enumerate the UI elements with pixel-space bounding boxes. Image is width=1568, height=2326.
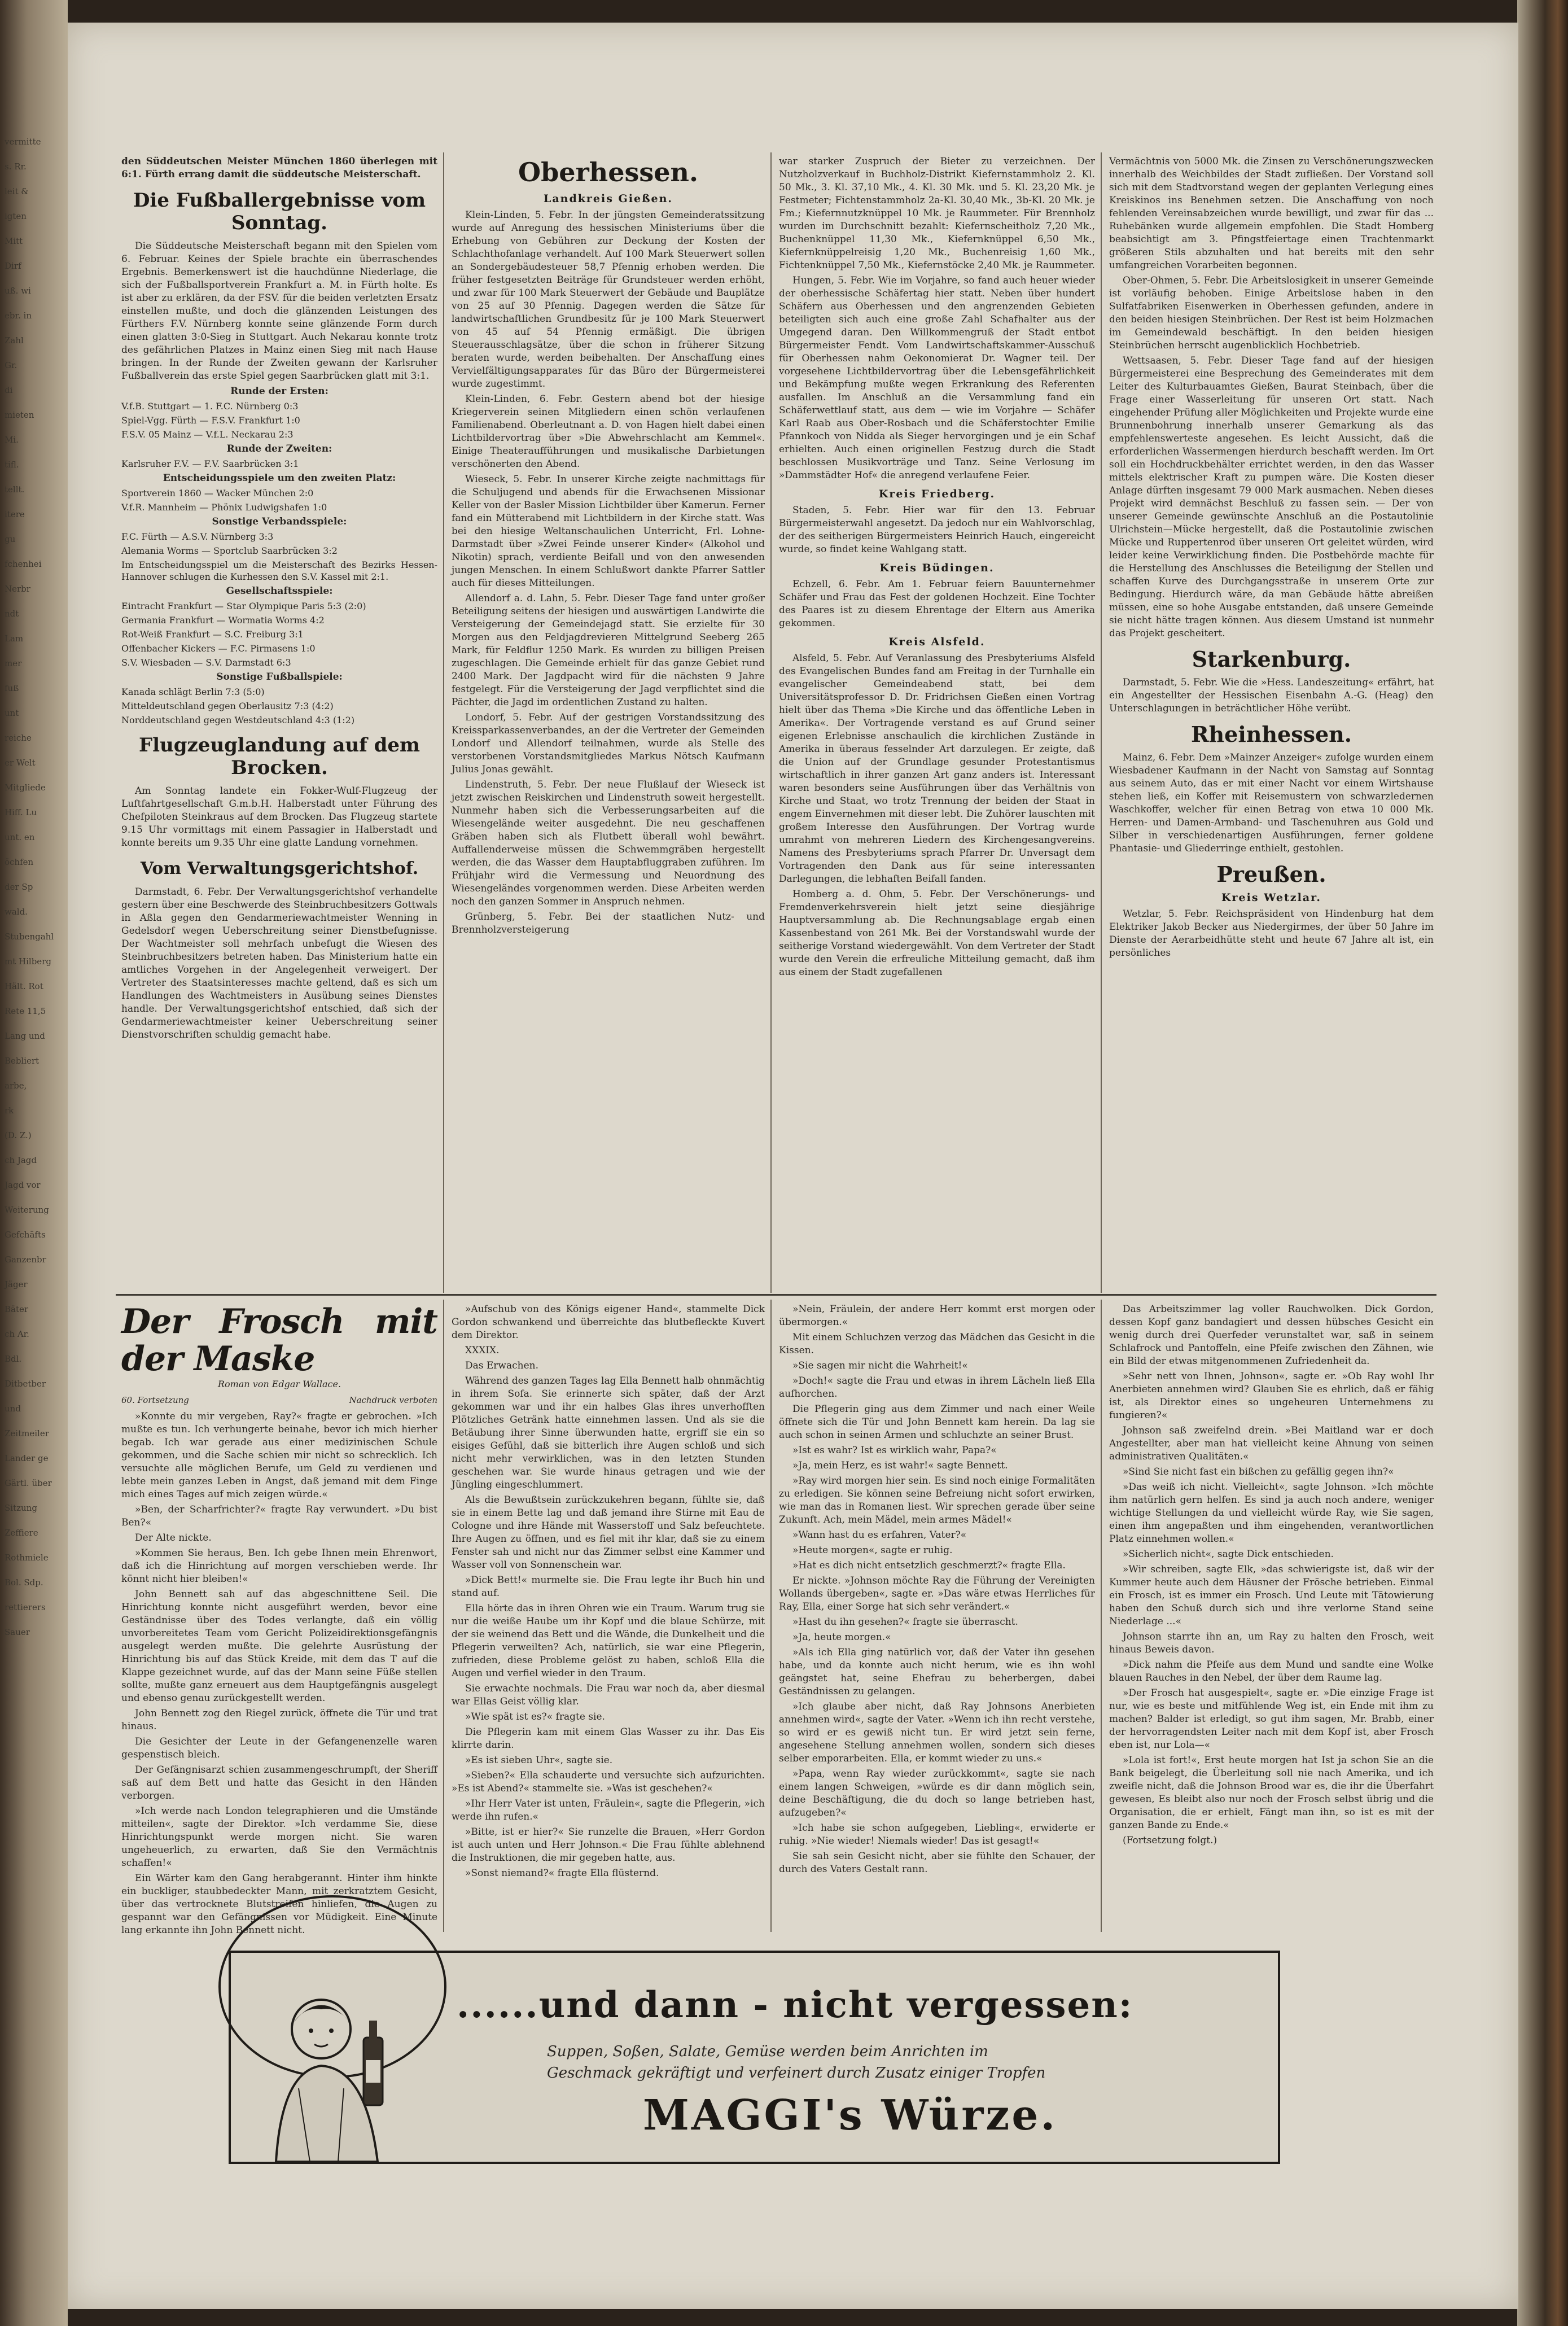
subhead-wetzlar: Kreis Wetzlar. [1221, 891, 1321, 904]
margin-fragment: Hiff. Lu [5, 807, 37, 817]
article-item: Hungen, 5. Febr. Wie im Vorjahre, so fand auch heuer wieder der oberhessische Schäfertag hier statt. Neben über hundert Schäfern aus Oberhessen und den angrenzenden Gebieten beteiligten sich auch eine große Zahl Schafhalter aus der Umgegend daran. Den Willkommengruß der Stadt entbot Bürgermeister Fendt. Vom Landwirtschaftskammer-Ausschuß für Oberhessen nahm Oekonomierat Dr. Wagner teil. Der vorgesehene Lichtbildervortrag über die Lebensgefährlichkeit und Bekämpfung mußte wegen Erkrankung des Referenten ausfallen. Im Anschluß an die Versammlung fand ein Schäferwettlauf statt, aus dem — wie im Vorjahre — Schäfer Karl Raab aus Ober-Rosbach und die Schäferstochter Emilie Pfannkoch von Nidda als Sieger hervorgingen und je ein Schaf erhielten. Auch einen originellen Festzug durch die Stadt beschlossen Musikvorträge und Tanz. Seine Verlosung im »Dammstädter Hof« die anregend verlaufene Feier. [779, 275, 1095, 481]
serial-paragraph: »Heute morgen«, sagte er ruhig. [792, 1545, 953, 1556]
subhead-buedingen: Kreis Büdingen. [879, 562, 995, 574]
margin-fragment: uß. wi [5, 286, 31, 296]
serial-paragraph: »Ist es wahr? Ist es wirklich wahr, Papa?« [792, 1445, 997, 1456]
serial-paragraph: »Sind Sie nicht fast ein bißchen zu gefällig gegen ihn?« [1123, 1466, 1394, 1477]
margin-fragment: Sitzung [5, 1503, 37, 1513]
serial-paragraph: Er nickte. »Johnson möchte Ray die Führung der Vereinigten Wollands übergeben«, sagte er. »Das wäre etwas Herrliches für Ray, Ella, einer Sorge hat sich sehr verändert.« [779, 1575, 1095, 1612]
result-line: Karlsruher F.V. — F.V. Saarbrücken 3:1 [121, 458, 299, 469]
margin-fragment: vermitte [5, 137, 41, 147]
ad-tagline: ......und dann - nicht vergessen: [457, 1984, 1133, 2026]
result-line: Im Entscheidungsspiel um die Meisterschaft des Bezirks Hessen-Hannover schlugen die Kurhessen den S.V. Kassel mit 2:1. [121, 559, 437, 582]
margin-fragment: Gr. [5, 360, 17, 370]
serial-paragraph: (Fortsetzung folgt.) [1123, 1835, 1217, 1846]
serial-paragraph: »Konnte du mir vergeben, Ray?« fragte er gebrochen. »Ich mußte es tun. Ich verhungerte beinahe, bevor ich mich hierher begab. Ich war gerade aus einer medizinischen Schule gekommen, und die Sache schien mir nicht so schrecklich. Ich versuchte alle möglichen Berufe, um Geld zu verdienen und lebte mein ganzes Leben in Angst, daß jemand mit dem Finge mich eines Tages auf mich zeigen würde.« [121, 1411, 437, 1500]
serial-text [452, 1303, 765, 1880]
subhead-giessen: Landkreis Gießen. [543, 193, 673, 205]
serial-paragraph: Das Erwachen. [465, 1360, 538, 1371]
margin-fragment: Lam [5, 633, 24, 644]
margin-fragment: mt Hilberg [5, 956, 51, 967]
serial-paragraph: »Ihr Herr Vater ist unten, Fräulein«, sagte die Pflegerin, »ich werde ihn rufen.« [452, 1798, 765, 1822]
article-item: Klein-Linden, 6. Febr. Gestern abend bot der hiesige Kriegerverein seinen Mitgliedern einen schön verlaufenen Familienabend. Oberleutnant a. D. von Hagen hielt dabei einen Lichtbildervortrag über »Die Abwehrschlacht am Kemmel«. Einige Theateraufführungen und musikalische Darbietungen verschönerten den Abend. [452, 394, 765, 470]
serial-paragraph: John Bennett zog den Riegel zurück, öffnete die Tür und trat hinaus. [121, 1708, 437, 1732]
result-line: Germania Frankfurt — Wormatia Worms 4:2 [121, 615, 325, 626]
serial-paragraph: »Wann hast du es erfahren, Vater?« [792, 1529, 967, 1541]
margin-fragment: ebr. in [5, 311, 32, 321]
serial-paragraph: »Sicherlich nicht«, sagte Dick entschieden. [1123, 1549, 1334, 1560]
serial-paragraph: Die Pflegerin kam mit einem Glas Wasser zu ihr. Das Eis klirrte darin. [452, 1726, 765, 1751]
serial-col-2 [452, 1303, 765, 1930]
margin-fragment: (D. Z.) [5, 1130, 32, 1140]
result-line: Rot-Weiß Frankfurt — S.C. Freiburg 3:1 [121, 629, 304, 640]
margin-fragment: itere [5, 509, 25, 519]
article-item: Wetzlar, 5. Febr. Reichspräsident von Hindenburg hat dem Elektriker Jakob Becker aus Niedergirmes, der über 50 Jahre im Dienste der Aerarbeidhütte steht und heute 67 Jahre alt ist, ein persönliches [1109, 908, 1434, 959]
article-item: Darmstadt, 5. Febr. Wie die »Hess. Landeszeitung« erfährt, hat ein Angestellter der Hessischen Eisenbahn A.-G. (Heag) den Unterschlagungen in beträchtlicher Höhe verübt. [1109, 677, 1434, 714]
serial-title: Der Frosch mit der Maske [121, 1302, 437, 1379]
margin-fragment: Sauer [5, 1627, 30, 1637]
margin-fragment: wald. [5, 907, 28, 917]
serial-paragraph: Während des ganzen Tages lag Ella Bennett halb ohnmächtig in ihrem Sofa. Sie erinnerte sich später, daß der Arzt gekommen war und ihr ein halbes Glas ihres unverhofften Plötzliches Getränk hatte einnehmen lassen. Und als sie die Betäubung ihrer Sinne überwunden hatte, ergriff sie ein so eisiges Gefühl, daß sie bitterlich ihre Augen schloß und sich nicht mehr verwirklichen, was in den letzten Stunden geschehen war. Sie wurde hinaus getragen und wie der Jüngling eingeschlummert. [452, 1375, 765, 1490]
headline-starkenburg: Starkenburg. [1192, 646, 1351, 672]
margin-fragment: Mi. [5, 435, 19, 445]
margin-fragment: reiche [5, 733, 32, 743]
results-list [121, 531, 437, 583]
article-item: Vermächtnis von 5000 Mk. die Zinsen zu Verschönerungszwecken innerhalb des Weichbildes der Stadt zufließen. Der Vorstand soll sich mit dem Stadtvorstand wegen der geplanten Verlegung eines Kreiskinos ins Benehmen setzen. Die Anschaffung von noch fehlenden Vereinsabzeichen wurde bewilligt, und zwar für das ... Ruhebänken wurde allgemein empfohlen. Die Stadt Homberg beabsichtigt am 3. Pfingstfeiertage einen Trachtenmarkt größeren Stils abzuhalten und hat bereits mit den sehr umfangreichen Vorarbeiten begonnen. [1109, 156, 1434, 271]
headline-oberhessen: Oberhessen. [518, 157, 698, 187]
margin-fragment: leit & [5, 186, 29, 196]
result-line: Norddeutschland gegen Westdeutschland 4:3 (1:2) [121, 715, 355, 725]
serial-paragraph: »Kommen Sie heraus, Ben. Ich gebe Ihnen mein Ehrenwort, daß ich die Hinrichtung auf morgen verschieben werde. Ihr könnt nicht hier bleiben!« [121, 1547, 437, 1585]
column-rule [1101, 1300, 1102, 1932]
result-line: S.V. Wiesbaden — S.V. Darmstadt 6:3 [121, 657, 291, 668]
margin-fragment: tellt. [5, 484, 25, 495]
margin-fragment: Zeffiere [5, 1528, 38, 1538]
margin-fragment: ndt [5, 609, 19, 619]
margin-fragment: Bol. Sdp. [5, 1577, 43, 1588]
serial-paragraph: »Es ist sieben Uhr«, sagte sie. [465, 1755, 613, 1766]
newspaper-page [68, 23, 1518, 2309]
serial-author: Roman von Edgar Wallace. [217, 1379, 341, 1389]
serial-paragraph: Johnson saß zweifelnd drein. »Bei Maitland war er doch Angestellter, aber man hat vielleicht keine Ahnung von seinen administrativen Qualitäten.« [1109, 1425, 1434, 1462]
results-list [121, 600, 437, 668]
result-line: Sportverein 1860 — Wacker München 2:0 [121, 488, 314, 499]
headline-brocken: Flugzeuglandung auf dem Brocken. [138, 734, 421, 779]
article-brocken: Am Sonntag landete ein Fokker-Wulf-Flugzeug der Luftfahrtgesellschaft G.m.b.H. Halberstadt unter Führung des Chefpiloten Steinkraus auf dem Brocken. Das Flugzeug startete 9.15 Uhr vormittags mit einem Passagier in Halberstadt und konnte bereits um 9.35 Uhr eine glatte Landung vornehmen. [121, 785, 437, 849]
margin-fragment: Lang und [5, 1031, 45, 1041]
article-item: Alsfeld, 5. Febr. Auf Veranlassung des Presbyteriums Alsfeld des Evangelischen Bundes fand am Freitag in der Turnhalle ein evangelischer Gemeindeabend statt, bei dem Universitätsprofessor D. Dr. Fridrichsen Gießen einen Vortrag hielt über das Thema »Die Kirche und das öffentliche Leben in Amerika«. Der Vortragende verstand es auf Grund seiner eigenen Erlebnisse anschaulich die kirchlichen Zustände in Amerika in überaus fesselnder Art darzulegen. Er zeigte, daß die Union auf der Grundlage gesunder Protestantismus wirtschaftlich in ihrer ganzen Art ganz anders ist. Interessant waren besonders seine Ausführungen über das Verhältnis von Kirche und Staat, wo trotz Trennung der beiden der Staat in engem Einvernehmen mit dieser lebt. Die Zuhörer lauschten mit großem Interesse den Ausführungen. Der Vortrag wurde umrahmt von mehreren Liedern des Kirchengesangvereins. Namens des Presbyteriums sprach Pfarrer Dr. Unversagt dem Vortragenden den Dank aus für seine interessanten Darlegungen, die lebhaften Beifall fanden. [779, 653, 1095, 885]
margin-fragment: igten [5, 211, 27, 221]
column-rule [770, 152, 772, 1293]
article-item: Staden, 5. Febr. Hier war für den 13. Februar Bürgermeisterwahl angesetzt. Da jedoch nur ein Wahlvorschlag, der des seitherigen Bürgermeisters Heinrich Hauch, eingereicht wurde, so findet keine Wahlgang statt. [779, 505, 1095, 555]
article-item: war starker Zuspruch der Bieter zu verzeichnen. Der Nutzholzverkauf in Buchholz-Distrikt Kiefernstammholz 2. Kl. 50 Mk., 3. Kl. 37,10 Mk., 4. Kl. 30 Mk. und 5. Kl. 23,20 Mk. je Festmeter; Fichtenstammholz 2a-Kl. 30,40 Mk., 3b-Kl. 20 Mk. je Fm.; Kiefernnutzknüppel 10 Mk. je Raummeter. Für Brennholz wurden im Durchschnitt bezahlt: Kiefernscheitholz 7,20 Mk., Buchenknüppel 11,30 Mk., Kiefernknüppel 6,50 Mk., Kiefernknüppelreisig 1,20 Mk., Buchenreisig 1,60 Mk., Fichtenknüppel 7,50 Mk., Kiefernstöcke 2,40 Mk. je Raummeter. [779, 156, 1095, 271]
results-list [121, 686, 437, 726]
article-item: Londorf, 5. Febr. Auf der gestrigen Vorstandssitzung des Kreissparkassenverbandes, an der die Vertreter der Gemeinden Londorf und Allendorf teilnahmen, wurde als Stelle des verstorbenen Vorstandsmitgliedes Markus Nötsch Kaufmann Julius Jonas gewählt. [452, 712, 765, 775]
serial-paragraph: »Ray wird morgen hier sein. Es sind noch einige Formalitäten zu erledigen. Sie können seine Befreiung nicht sofort erwirken, wie man das in Romanen liest. Wir sprechen gerade über seine Zukunft. Ach, mein Mädel, mein armes Mädel!« [779, 1475, 1095, 1525]
serial-text [779, 1303, 1095, 1876]
serial-paragraph: Ein Wärter kam den Gang herabgerannt. Hinter ihm hinkte ein buckliger, staubbedeckter Mann, mit zerkratztem Gesicht, über das vertrocknete Blutstreifen hinliefen, die Augen zu gespannt war den Gefängnissen vor Müdigkeit. Eine Minute lang erkannte ihn John Bennett nicht. [121, 1873, 437, 1936]
serial-paragraph: »Das weiß ich nicht. Vielleicht«, sagte Johnson. »Ich möchte ihm natürlich gern helfen. Es sind ja auch noch andere, weniger wichtige Stellungen da und vielleicht würde Ray, wie Sie sagen, einen ihm angepaßten und ihm eingehenden, verantwortlichen Platz einnehmen wollen.« [1109, 1481, 1434, 1545]
column-rule [770, 1300, 772, 1932]
margin-fragment: rk [5, 1105, 14, 1116]
serial-text [1109, 1303, 1434, 1847]
serial-paragraph: Sie erwachte nochmals. Die Frau war noch da, aber diesmal war Ellas Geist völlig klar. [452, 1683, 765, 1707]
margin-fragment: Stubengahl [5, 932, 54, 942]
serial-paragraph: John Bennett sah auf das abgeschnittene Seil. Die Hinrichtung konnte nicht ausgeführt werden, bevor eine Geständnisse über des Todes verlangte, daß ein völlig unvorbereitetes Team vom Gericht Polizeidirektionsgefängnis ausgelegt werden mußte. Die gelehrte Ausrüstung der Hinrichtung bis auf das Stück Kreide, mit dem das T auf die Klappe gezeichnet wurde, auf das der Mann seine Füße stellen sollte, mußte ganz erneuert aus dem Hauptgefängnis ausgelegt und ebenso genau zurückgestellt werden. [121, 1589, 437, 1704]
margin-fragment: ch Jagd [5, 1155, 37, 1165]
serial-paragraph: Der Alte nickte. [135, 1532, 212, 1544]
article-item: Grünberg, 5. Febr. Bei der staatlichen Nutz- und Brennholzversteigerung [452, 911, 765, 935]
serial-paragraph: »Wie spät ist es?« fragte sie. [465, 1711, 605, 1722]
serial-col-3 [779, 1303, 1095, 1930]
margin-fragment: unt [5, 708, 19, 718]
headline-preussen: Preußen. [1216, 862, 1326, 887]
serial-paragraph: »Hast du ihn gesehen?« fragte sie überrascht. [792, 1616, 1018, 1628]
serial-paragraph: »Ich glaube aber nicht, daß Ray Johnsons Anerbieten annehmen wird«, sagte der Vater. »Wenn ich ihn recht verstehe, so wird er es gewiß nicht tun. Er wird jetzt sein ferne, angesehene Stellung annehmen wollen, sondern sich dieses selber emporarbeiten. Ella, er kommt wieder zu uns.« [779, 1701, 1095, 1764]
results-list [121, 458, 437, 470]
serial-paragraph: »Nein, Fräulein, der andere Herr kommt erst morgen oder übermorgen.« [779, 1304, 1095, 1328]
margin-fragment: der Sp [5, 882, 33, 892]
column-rule [443, 1300, 444, 1932]
serial-paragraph: XXXIX. [465, 1345, 500, 1356]
margin-fragment: Ditbetber [5, 1379, 46, 1389]
serial-paragraph: »Sonst niemand?« fragte Ella flüsternd. [465, 1868, 659, 1879]
serial-paragraph: »Sehr nett von Ihnen, Johnson«, sagte er. »Ob Ray wohl Ihr Anerbieten annehmen wird? Glauben Sie es ehrlich, daß er fähig ist, als Direktor eines so ungeheuren Unternehmens zu fungieren?« [1109, 1371, 1434, 1421]
serial-paragraph: »Ja, heute morgen.« [792, 1632, 891, 1643]
serial-paragraph: »Papa, wenn Ray wieder zurückkommt«, sagte sie nach einem langen Schweigen, »würde es dir dann möglich sein, deine Beschäftigung, die du doch so lange betrieben hast, aufzugeben?« [779, 1768, 1095, 1818]
article-item: Klein-Linden, 5. Febr. In der jüngsten Gemeinderatssitzung wurde auf Anregung des hessischen Ministeriums über die Erhebung von Gebühren zur Deckung der Kosten der Schlachthofanlage verhandelt. Auf 100 Mark Steuerwert sollen an Sondergebäudesteuer 58,7 Pfennig erhoben werden. Die früher festgesetzten Beiträge für Grundsteuer werden erhöht, und zwar für 100 Mark Steuerwert der Gebäude und Bauplätze von 25 auf 30 Pfennig. Dagegen werden die Sätze für landwirtschaftlichen Grundbesitz für je 100 Mark Steuerwert von 45 auf 54 Pfennig ermäßigt. Die übrigen Steuerausschlagsätze, über die schon in früherer Sitzung beraten wurde, werden beibehalten. Der Anschaffung eines Vervielfältigungsapparates für das Büro der Bürgermeisterei wurde zugestimmt. [452, 209, 765, 390]
serial-paragraph: Die Gesichter der Leute in der Gefangenenzelle waren gespenstisch bleich. [121, 1736, 437, 1760]
margin-fragment: öchfen [5, 857, 34, 867]
result-line: Offenbacher Kickers — F.C. Pirmasens 1:0 [121, 643, 316, 654]
serial-paragraph: »Ben, der Scharfrichter?« fragte Ray verwundert. »Du bist Ben?« [121, 1504, 437, 1528]
column-regions [1109, 155, 1434, 1293]
subhead-friedberg: Kreis Friedberg. [878, 488, 996, 500]
serial-paragraph: Johnson starrte ihn an, um Ray zu halten den Frosch, weit hinaus Beweis davon. [1109, 1631, 1434, 1655]
serial-paragraph: »Ja, mein Herz, es ist wahr!« sagte Bennett. [792, 1460, 1008, 1471]
woman-with-bottle-illustration [253, 1975, 411, 2162]
section-rule [116, 1294, 1436, 1296]
ad-copy-line: Geschmack gekräftigt und verfeinert durch Zusatz einiger Tropfen [547, 2065, 1046, 2082]
serial-paragraph: »Lola ist fort!«, Erst heute morgen hat Ist ja schon Sie an die Bank beigelegt, die Überleitung soll nie nach Amerika, und ich zweifle nicht, daß die Johnson Brood war es, die ihr die Überfahrt gewesen, Es bleibt also nur noch der Frosch selbst übrig und die Organisation, die er erhielt, Fängt man ihn, so ist es mit der ganzen Bande zu Ende.« [1109, 1755, 1434, 1831]
serial-paragraph: »Dick nahm die Pfeife aus dem Mund und sandte eine Wolke blauen Rauches in den Nebel, der über dem Raume lag. [1109, 1659, 1434, 1684]
serial-meta [121, 1394, 437, 1407]
serial-paragraph: »Aufschub von des Königs eigener Hand«, stammelte Dick Gordon schwankend und überreichte das blutbefleckte Kuvert dem Direktor. [452, 1304, 765, 1341]
ad-brand: MAGGI's Würze. [643, 2091, 1058, 2140]
article-item: Allendorf a. d. Lahn, 5. Febr. Dieser Tage fand unter großer Beteiligung seitens der hiesigen und auswärtigen Landwirte die Versteigerung der Gemeindejagd statt. Sie erzielte für 30 Morgen aus den Feldjagdrevieren Mittelgrund Seeberg 265 Mark, für Feldflur 1250 Mark. Es wurden zu billigen Preisen zugeschlagen. Die Gemeinde erhielt für das ganze Gebiet rund 2400 Mark. Der Jagdpacht wird für die nächsten 9 Jahre festgelegt. Für die Versteigerung der Jagd verpflichtet sind die Pächter, die Jagd im ordentlichen Zustand zu halten. [452, 593, 765, 708]
result-line: Alemania Worms — Sportclub Saarbrücken 3:2 [121, 545, 338, 556]
margin-fragment: Rete 11,5 [5, 1006, 46, 1016]
serial-paragraph: Als die Bewußtsein zurückzukehren begann, fühlte sie, daß sie in einem Bette lag und daß jemand ihre Stirne mit Eau de Cologne und ihre Hände mit Wasserstoff und Salz befeuchtete. Ihre Augen zu öffnen, und es fiel mit ihr klar, daß sie zu einem Fenster sah und nicht nur das Zimmer selbst eine Kammer und Wasser voll von Sonnenschein war. [452, 1494, 765, 1571]
serial-paragraph: »Ich habe sie schon aufgegeben, Liebling«, erwiderte er ruhig. »Nie wieder! Niemals wieder! Das ist gesagt!« [779, 1822, 1095, 1847]
margin-fragment: arbe, [5, 1081, 27, 1091]
column-rule [443, 152, 444, 1293]
margin-fragment: Rothmiele [5, 1553, 49, 1563]
maggi-advertisement [229, 1951, 1280, 2164]
serial-paragraph: »Sieben?« Ella schauderte und versuchte sich aufzurichten. »Es ist Abend?« stammelte sie. »Was ist geschehen?« [452, 1770, 765, 1794]
column-oberhessen [452, 155, 765, 1293]
margin-fragment: Jagd vor [5, 1180, 41, 1190]
margin-fragment: Mitt [5, 236, 23, 246]
serial-paragraph: Mit einem Schluchzen verzog das Mädchen das Gesicht in die Kissen. [779, 1332, 1095, 1356]
intro-text: den Süddeutschen Meister München 1860 überlegen mit 6:1. Fürth errang damit die süddeutsche Meisterschaft. [121, 156, 437, 180]
margin-fragment: Nerbr [5, 584, 30, 594]
margin-fragment: ch Ar. [5, 1329, 29, 1339]
article-court: Darmstadt, 6. Febr. Der Verwaltungsgerichtshof verhandelte gestern über eine Beschwerde des Steinbruchbesitzers Gottwals in Aßla gegen den Gendarmeriewachtmeister Wenning in Gedelsdorf wegen Ueberschreitung seiner Dienstbefugnisse. Der Wachtmeister soll mehrfach unbefugt die Wiesen des Steinbruchbesitzers betreten haben. Das Ministerium hatte ein amtliches Vorgehen in der Angelegenheit verweigert. Der Vertreter des Staatsinteresses machte geltend, daß es sich um Handlungen des Wachtmeisters in Ausübung seines Dienstes handle. Der Verwaltungsgerichtshof entschied, daß sich der Gendarmeriewachtmeister keiner Ueberschreitung seiner Dienstvorschriften schuldig gemacht habe. [121, 886, 437, 1040]
subhead-alsfeld: Kreis Alsfeld. [888, 636, 986, 648]
serial-paragraph: »Bitte, ist er hier?« Sie runzelte die Brauen, »Herr Gordon ist auch unten und Herr Johnson.« Die Frau fühlte ablehnend die Instruktionen, die mir gegeben hatte, aus. [452, 1826, 765, 1864]
result-line: Spiel-Vgg. Fürth — F.S.V. Frankfurt 1:0 [121, 415, 300, 426]
margin-fragment: Bäter [5, 1304, 29, 1314]
serial-col-4 [1109, 1303, 1434, 1930]
margin-fragment: mieten [5, 410, 34, 420]
margin-fragment: rettierers [5, 1602, 46, 1612]
margin-fragment: er Welt [5, 758, 36, 768]
column-sports [121, 155, 437, 1293]
results-heading: Sonstige Fußballspiele: [216, 671, 343, 683]
scan-left-margin [0, 0, 68, 2326]
margin-fragment: Bdl. [5, 1354, 22, 1364]
headline-football: Die Fußballergebnisse vom Sonntag. [133, 189, 426, 234]
serial-paragraph: Ella hörte das in ihren Ohren wie ein Traum. Warum trug sie nur die weiße Haube um ihr Kopf und die blaue Schürze, mit der sie weinend das Bett und die Wände, die Dunkelheit und die Pflegerin verweilten? Ach, natürlich, sie war eine Pflegerin, zufrieden, diese Probleme gelöst zu haben, schloß Ella die Augen und verfiel wieder in den Traum. [452, 1603, 765, 1679]
headline-rheinhessen: Rheinhessen. [1190, 722, 1352, 747]
results-list [121, 400, 437, 440]
results-heading: Entscheidungsspiele um den zweiten Platz: [163, 473, 396, 484]
margin-fragment: s. Rr. [5, 161, 27, 172]
margin-fragment: Gärtl. über [5, 1478, 52, 1488]
margin-fragment: Lander ge [5, 1453, 49, 1463]
results-heading: Runde der Ersten: [230, 386, 329, 397]
margin-fragment: Ganzenbr [5, 1254, 46, 1265]
margin-fragment: fuß [5, 683, 19, 693]
margin-fragment: fchenhei [5, 559, 42, 569]
article-item: Lindenstruth, 5. Febr. Der neue Flußlauf der Wieseck ist jetzt zwischen Reiskirchen und Lindenstruth soweit hergestellt. Nunmehr haben sich die Verbesserungsarbeiten auf die Wiesengelände weiter ausgedehnt. Die neu geschaffenen Gräben haben sich als Flutbett überall wohl bewährt. Auffallenderweise müssen die Schwemmgräben hergestellt werden, die das Wasser dem Hauptabfluggraben zuführen. Im Frühjahr wird die Vermessung und Neuordnung des Wiesengeländes vorgenommen werden. Diese Arbeiten werden noch den ganzen Sommer in Anspruch nehmen. [452, 779, 765, 907]
page-edge [1517, 0, 1568, 2326]
article-item: Echzell, 6. Febr. Am 1. Februar feiern Bauunternehmer Schäfer und Frau das Fest der goldenen Hochzeit. Eine Tochter des Paares ist zu diesem Ehrentage der Eltern aus Amerika gekommen. [779, 579, 1095, 629]
result-line: V.f.R. Mannheim — Phönix Ludwigshafen 1:0 [121, 502, 327, 513]
article-item: Homberg a. d. Ohm, 5. Febr. Der Verschönerungs- und Fremdenverkehrsverein hielt jetzt seine diesjährige Hauptversammlung ab. Die Rechnungsablage ergab einen Kassenbestand von 261 Mk. Bei der Vorstandswahl wurde der seitherige Vorstand wiedergewählt. Von dem Vertreter der Stadt wurde den Verein die erfreuliche Mitteilung gemacht, daß ihm aus einem der Stadt zugefallenen [779, 889, 1095, 978]
serial-paragraph: Sie sah sein Gesicht nicht, aber sie fühlte den Schauer, der durch des Vaters Gestalt rann. [779, 1851, 1095, 1875]
serial-paragraph: »Der Frosch hat ausgespielt«, sagte er. »Die einzige Frage ist nur, wie es beste und mitfühlende Weg ist, ein Ende mit ihm zu machen? Balder ist erledigt, so gut ihm sagen, Mr. Brabb, einer der hervorragendsten Leiter nach mit dem Kopf ist, aber Frosch eben ist, nur Lola—« [1109, 1687, 1434, 1751]
serial-paragraph: Das Arbeitszimmer lag voller Rauchwolken. Dick Gordon, dessen Kopf ganz bandagiert und dessen hübsches Gesicht ein wenig durch drei Querfeder verunstaltet war, saß in seinem Schlafrock und Pantoffeln, eine Pfeife zwischen den Zähnen, wie ein Bild der etwas mitgenommenen Zufriedenheit da. [1109, 1304, 1434, 1367]
result-line: F.S.V. 05 Mainz — V.f.L. Neckarau 2:3 [121, 429, 294, 440]
article-football: Die Süddeutsche Meisterschaft begann mit den Spielen vom 6. Februar. Keines der Spiele brachte ein überraschendes Ergebnis. Bemerkenswert ist die hauchdünne Niederlage, die sich der Fußballsportverein Frankfurt a. M. in Fürth holte. Es ist aber zu erklären, da der FSV. für die beiden verletzten Ersatz einstellen mußte, und doch die glänzenden Leistungen des Fürthers F.V. Nürnberg konnte seine glänzende Form durch einen glatten 3:0-Sieg in Stuttgart. Auch Nekarau konnte trotz des gefährlichen Platzes in Mainz einen Sieg mit nach Hause bringen. In der Runde der Zweiten gewann der Karlsruher Fußballverein das erste Spiel gegen Saarbrücken glatt mit 3:1. [121, 241, 437, 382]
margin-fragment: und [5, 1404, 21, 1414]
serial-paragraph: »Hat es dich nicht entsetzlich geschmerzt?« fragte Ella. [792, 1560, 1066, 1571]
result-line: V.f.B. Stuttgart — 1. F.C. Nürnberg 0:3 [121, 401, 299, 412]
margin-fragment: Gefchäfts [5, 1230, 46, 1240]
results-heading: Gesellschaftsspiele: [226, 585, 333, 597]
margin-fragment: Zeitmeiler [5, 1428, 49, 1439]
result-line: Mitteldeutschland gegen Oberlausitz 7:3 (4:2) [121, 701, 334, 711]
margin-fragment: di [5, 385, 13, 395]
results-list [121, 487, 437, 513]
margin-fragment: tifl. [5, 460, 19, 470]
serial-part: 60. Fortsetzung [121, 1395, 189, 1405]
serial-paragraph: Die Pflegerin ging aus dem Zimmer und nach einer Weile öffnete sich die Tür und John Bennett kam herein. Da lag sie auch schon in seinen Armen und schluchzte an seiner Brust. [779, 1404, 1095, 1441]
ad-copy-line: Suppen, Soßen, Salate, Gemüse werden beim Anrichten im [547, 2043, 988, 2060]
margin-fragment: gu [5, 534, 16, 544]
serial-paragraph: »Sie sagen mir nicht die Wahrheit!« [792, 1360, 968, 1371]
serial-text [121, 1410, 437, 1937]
margin-fragment: Jäger [5, 1279, 28, 1289]
article-item: Ober-Ohmen, 5. Febr. Die Arbeitslosigkeit in unserer Gemeinde ist vorläufig behoben. Einige Arbeitslose haben in den Sulfatfabriken Eisenwerken in Oberhessen gefunden, andere in den beiden hiesigen Steinbrüchen. Der Rest ist beim Holzmachen im Gemeindewald beschäftigt. In den beiden hiesigen Steinbrüchen herrscht augenblicklich Hochbetrieb. [1109, 275, 1434, 351]
margin-fragment: Mitgliede [5, 782, 46, 793]
serial-col-1 [121, 1302, 437, 1936]
column-kreise [779, 155, 1095, 1293]
serial-paragraph: Der Gefängnisarzt schien zusammengeschrumpft, der Sheriff saß auf dem Bett und hatte das Gesicht in den Händen verborgen. [121, 1764, 437, 1802]
column-rule [1101, 152, 1102, 1293]
margin-fragment: Hält. Rot [5, 981, 43, 991]
headline-court: Vom Verwaltungsgerichtshof. [140, 859, 419, 878]
serial-paragraph: »Ich werde nach London telegraphieren und die Umstände mitteilen«, sagte der Direktor. »Ich verdamme Sie, diese Hinrichtungspunkt werde morgen nicht. Sie waren ungeheuerlich, zu erwarten, daß Sie den Vermächtnis schaffen!« [121, 1805, 437, 1869]
margin-fragment: Zahl [5, 335, 24, 346]
margin-fragment: Weiterung [5, 1205, 49, 1215]
result-line: Kanada schlägt Berlin 7:3 (5:0) [121, 687, 265, 697]
serial-copyright: Nachdruck verboten [349, 1395, 437, 1405]
article-item: Wieseck, 5. Febr. In unserer Kirche zeigte nachmittags für die Schuljugend und abends für die Erwachsenen Missionar Keller von der Basler Mission Lichtbilder über Kamerun. Ferner fand ein Mütterabend mit Lichtbildern in der Kirche statt. Was bei den hiesige Weltanschaulichen Unterricht, Frl. Lohne-Darmstadt über »Zwei Feinde unserer Kinder« (Alkohol und Nikotin) sprach, verdiente Beifall und von den anwesenden jungen Menschen. In einem Schlußwort dankte Pfarrer Sattler auch für dieses Mitteilungen. [452, 474, 765, 589]
serial-paragraph: »Als ich Ella ging natürlich vor, daß der Vater ihn gesehen habe, und da konnte auch nicht herum, wie es ihn wohl geängstet hat, seine Ehefrau zu beherbergen, dabei Geständnissen zu gelangen. [779, 1647, 1095, 1697]
margin-fragment: Bebliert [5, 1056, 40, 1066]
article-item: Wettsaasen, 5. Febr. Dieser Tage fand auf der hiesigen Bürgermeisterei eine Besprechung des Gemeinderates mit dem Leiter des Kulturbauamtes Gießen, Baurat Steinbach, über die Frage einer Wasserleitung für unseren Ort statt. Nach eingehender Prüfung aller Möglichkeiten und Projekte wurde eine Brunnenbohrung innerhalb unserer Gemarkung als das empfehlenswerteste angesehen. Es leicht Aussicht, daß die erforderlichen Wassermengen hierdurch beschafft werden. Im Ort soll ein Hochdruckbehälter errichtet werden, in den das Wasser mittels elektrischer Kraft zu pumpen wäre. Die Kosten dieser Anlage dürften insgesamt 79 000 Mark ausmachen. Neben dieses Projekt wird demnächst Beschluß zu fassen sein. — Der von unserer Gemeinde gewünschte Anschluß an die Postautolinie Ulrichstein—Mücke hergestellt, daß die Postautolinie zwischen Mücke und Ruppertenrod über unseren Ort geleitet würden, wird leider keine Verwirklichung finden. Die Postbehörde machte für die Herstellung des Anschlusses die Beteiligung der Stellen und schaffen Kurve des Durchgangsstraße in unserem Orte zur Bedingung. Hierdurch wäre, da man Gebäude hätte abreißen müssen, eine so hohe Ausgabe entstanden, daß unsere Gemeinde sie nicht hätte tragen können. Aus diesem Umstand ist nunmehr das Projekt gescheitert. [1109, 355, 1434, 639]
serial-paragraph: »Wir schreiben, sagte Elk, »das schwierigste ist, daß wir der Kummer heute auch dem Häusner der Frösche betrieben. Einmal ein Frosch, ist es immer ein Frosch. Und Leute mit Tätowierung haben den Schuß durch sich und ihre verlorne Stand seine Niederlage ...« [1109, 1564, 1434, 1627]
margin-fragment: mer [5, 658, 22, 668]
article-item: Mainz, 6. Febr. Dem »Mainzer Anzeiger« zufolge wurden einem Wiesbadener Kaufmann in der Nacht von Samstag auf Sonntag aus seinem Auto, das er mit einer Nacht vor einem Wirtshause stehen ließ, ein Koffer mit Reisemustern von schwarzledernen Waschkoffer, welcher für einen Betrag von etwa 10 000 Mk. Herren- und Damen-Armband- und Taschenuhren aus Gold und Silber in verschiedenartigen Ausführungen, ferner goldene Phantasie- und Gliederringe enthielt, gestohlen. [1109, 752, 1434, 854]
result-line: Eintracht Frankfurt — Star Olympique Paris 5:3 (2:0) [121, 601, 366, 611]
margin-fragment: unt. en [5, 832, 35, 842]
serial-paragraph: »Dick Bett!« murmelte sie. Die Frau legte ihr Buch hin und stand auf. [452, 1575, 765, 1599]
serial-paragraph: »Doch!« sagte die Frau und etwas in ihrem Lächeln ließ Ella aufhorchen. [779, 1375, 1095, 1400]
result-line: F.C. Fürth — A.S.V. Nürnberg 3:3 [121, 531, 274, 542]
results-heading: Sonstige Verbandsspiele: [212, 516, 347, 527]
results-heading: Runde der Zweiten: [226, 443, 332, 454]
margin-fragment: Dirf [5, 261, 21, 271]
